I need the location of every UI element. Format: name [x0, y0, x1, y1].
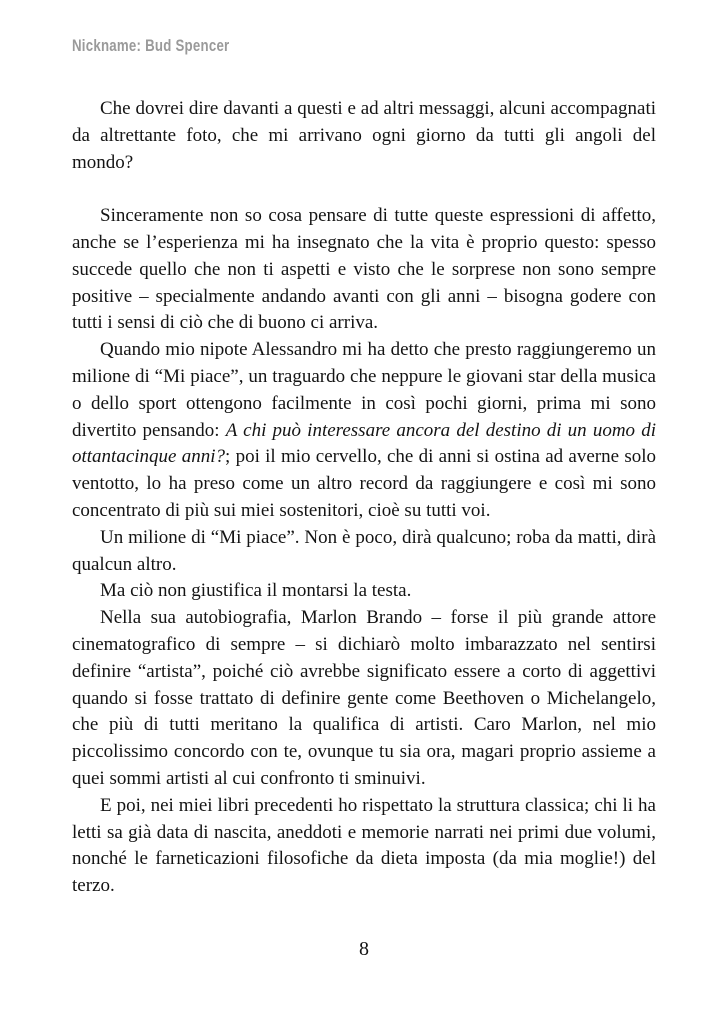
running-header: Nickname: Bud Spencer — [72, 36, 230, 55]
italic-text-run: A chi può interessare ancora del destino di un uomo di ottantacinque anni? — [72, 419, 656, 468]
paragraph — [72, 793, 656, 900]
paragraph — [72, 578, 656, 605]
text-run: Sinceramente non so cosa pensare di tutte queste espressioni di affetto, anche se l’esperienza mi ha insegnato che la vita è proprio questo: spesso succede quello che non ti aspetti e visto che le sorprese non sono sempre positive – specialmente andando avanti con gli anni – bisogna godere con tutti i sensi di ciò che di buono ci arriva. — [72, 205, 656, 334]
text-run: Quando mio nipote Alessandro mi ha detto che presto raggiungeremo un milione di “Mi piace”, un traguardo che neppure le giovani star della musica o dello sport ottengono facilmente in così pochi giorni, prima mi sono divertito pensando: — [72, 339, 656, 441]
paragraph — [72, 525, 656, 579]
paragraph — [72, 337, 656, 525]
paragraph — [72, 203, 656, 337]
text-run: ; poi il mio cervello, che di anni si ostina ad averne solo ventotto, lo ha preso come un altro record da raggiungere e così mi sono concentrato di più sui miei sostenitori, cioè su tutti voi. — [72, 446, 656, 521]
body-text — [72, 96, 656, 900]
paragraph — [72, 605, 656, 793]
text-run: Che dovrei dire davanti a questi e ad altri messaggi, alcuni accompagnati da altrettante foto, che mi arrivano ogni giorno da tutti gli angoli del mondo? — [72, 98, 656, 173]
text-run: Nella sua autobiografia, Marlon Brando – forse il più grande attore cinematografico di sempre – si dichiarò molto imbarazzato nel sentirsi definire “artista”, poiché ciò avrebbe significato essere a corto di aggettivi quando si fosse trattato di definire gente come Beethoven o Michelangelo, che più di tutti meritano la qualifica di artisti. Caro Marlon, nel mio piccolissimo concordo con te, ovunque tu sia ora, magari proprio assieme a quei sommi artisti al cui confronto ti sminuivi. — [72, 607, 656, 789]
page-number: 8 — [359, 938, 369, 960]
text-run: Ma ciò non giustifica il montarsi la testa. — [100, 580, 412, 602]
text-run: Un milione di “Mi piace”. Non è poco, dirà qualcuno; roba da matti, dirà qualcun altro. — [72, 526, 656, 575]
paragraph — [72, 96, 656, 176]
text-run: E poi, nei miei libri precedenti ho rispettato la struttura classica; chi li ha letti sa già data di nascita, aneddoti e memorie narrati nei primi due volumi, nonché le farneticazioni filosofiche da dieta imposta (da mia moglie!) del terzo. — [72, 794, 656, 897]
